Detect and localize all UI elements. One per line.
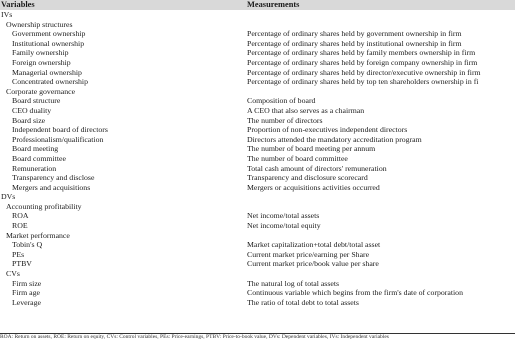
variable-name: Board meeting [12,144,59,154]
variable-name: Leverage [12,297,41,307]
table-row [0,29,515,39]
variable-name: Independent board of directors [12,125,108,135]
table-row [0,288,515,298]
table-row [0,10,515,20]
measurement-text: Current market price/earning per Share [247,249,370,259]
variable-name: IVs [1,10,13,19]
variable-name: Firm age [12,288,40,298]
table-header [0,0,515,10]
variable-name: PTBV [12,259,32,269]
measurement-text: Directors attended the mandatory accreditation program [247,134,422,144]
variable-name: Family ownership [12,48,69,58]
table-row [0,144,515,154]
variable-name: PEs [12,249,25,259]
measurement-text: The number of board committee [247,153,348,163]
measurement-text: Market capitalization+total debt/total asset [247,240,381,250]
measurement-text: Percentage of ordinary shares held by family members ownership in firm [247,48,476,58]
measurement-text: The ratio of total debt to total assets [247,297,359,307]
table-row [0,211,515,221]
table-row [0,58,515,68]
table-footnote: ROA: Return on assets, ROE: Return on equity, CVs: Control variables, PEs: Price-earnings, PTBV: Price-to-book value, DVs: Dependent variables, IVs: Independent variables [0,334,389,340]
variable-name: Ownership structures [6,19,73,29]
table-row [0,173,515,183]
measurement-text: Total cash amount of directors' remuneration [247,163,387,173]
variable-name: Institutional ownership [12,38,85,48]
table-row [0,221,515,231]
table-row [0,183,515,193]
variable-name: Board committee [12,153,66,163]
measurement-text: Proportion of non-executives independent directors [247,125,408,135]
table-row [0,39,515,49]
table-row [0,48,515,58]
measurement-text: Mergers or acquisitions activities occurred [247,182,380,192]
measurement-text: Transparency and disclosure scorecard [247,173,368,183]
variable-name: Tobin's Q [12,240,43,250]
table-row [0,116,515,126]
variable-name: Firm size [12,278,42,288]
measurement-text: Net income/total assets [247,211,320,221]
variable-name: DVs [1,192,16,202]
table-row [0,125,515,135]
measurement-text: The number of board meeting per annum [247,144,376,154]
table-row [0,135,515,145]
measurement-text: Current market price/book value per share [247,259,379,269]
measurement-text: Percentage of ordinary shares held by government ownership in firm [247,29,462,39]
table-row [0,20,515,30]
table-row [0,164,515,174]
measurement-text: Percentage of ordinary shares held by director/executive ownership in firm [247,67,481,77]
variable-name: Remuneration [12,163,57,173]
variable-name: Mergers and acquisitions [12,182,91,192]
measurement-text: Net income/total equity [247,221,321,231]
variable-name: Board size [12,115,46,125]
table-row [0,77,515,87]
variable-name: Accounting profitability [6,201,82,211]
table-row [0,192,515,202]
table-row [0,250,515,260]
measurement-text: The number of directors [247,115,323,125]
variable-name: Government ownership [12,29,86,39]
table-row [0,202,515,212]
table-row [0,87,515,97]
variables-column-header: Variables [1,0,35,9]
table-body [0,10,515,307]
table-row [0,298,515,308]
measurement-text: Percentage of ordinary shares held by foreign company ownership in firm [247,57,478,67]
measurement-text: The natural log of total assets [247,278,340,288]
measurement-text: Percentage of ordinary shares held by top ten shareholders ownership in fi [247,77,479,87]
table-row [0,279,515,289]
table-row [0,240,515,250]
variable-name: Foreign ownership [12,57,71,67]
variable-name: ROE [12,221,28,231]
table-row [0,269,515,279]
variable-name: Corporate governance [6,86,76,96]
variable-name: Concentrated ownership [12,77,88,87]
table-row [0,259,515,269]
table-row [0,231,515,241]
measurement-text: Percentage of ordinary shares held by institutional ownership in firm [247,38,462,48]
variable-name: Transparency and disclose [12,173,95,183]
table-row [0,68,515,78]
measurement-text: A CEO that also serves as a chairman [247,105,365,115]
variable-name: Board structure [12,96,61,106]
measurements-column-header: Measurements [247,0,300,9]
variable-name: Professionalism/qualification [12,134,104,144]
measurement-text: Composition of board [247,96,316,106]
variable-name: CVs [6,269,20,279]
variable-name: ROA [12,211,29,221]
variable-name: Managerial ownership [12,67,82,77]
measurement-text: Continuous variable which begins from the firm's date of corporation [247,288,463,298]
table-row [0,96,515,106]
table-row [0,154,515,164]
variable-name: CEO duality [12,105,52,115]
table-row [0,106,515,116]
variable-name: Market performance [6,230,70,240]
